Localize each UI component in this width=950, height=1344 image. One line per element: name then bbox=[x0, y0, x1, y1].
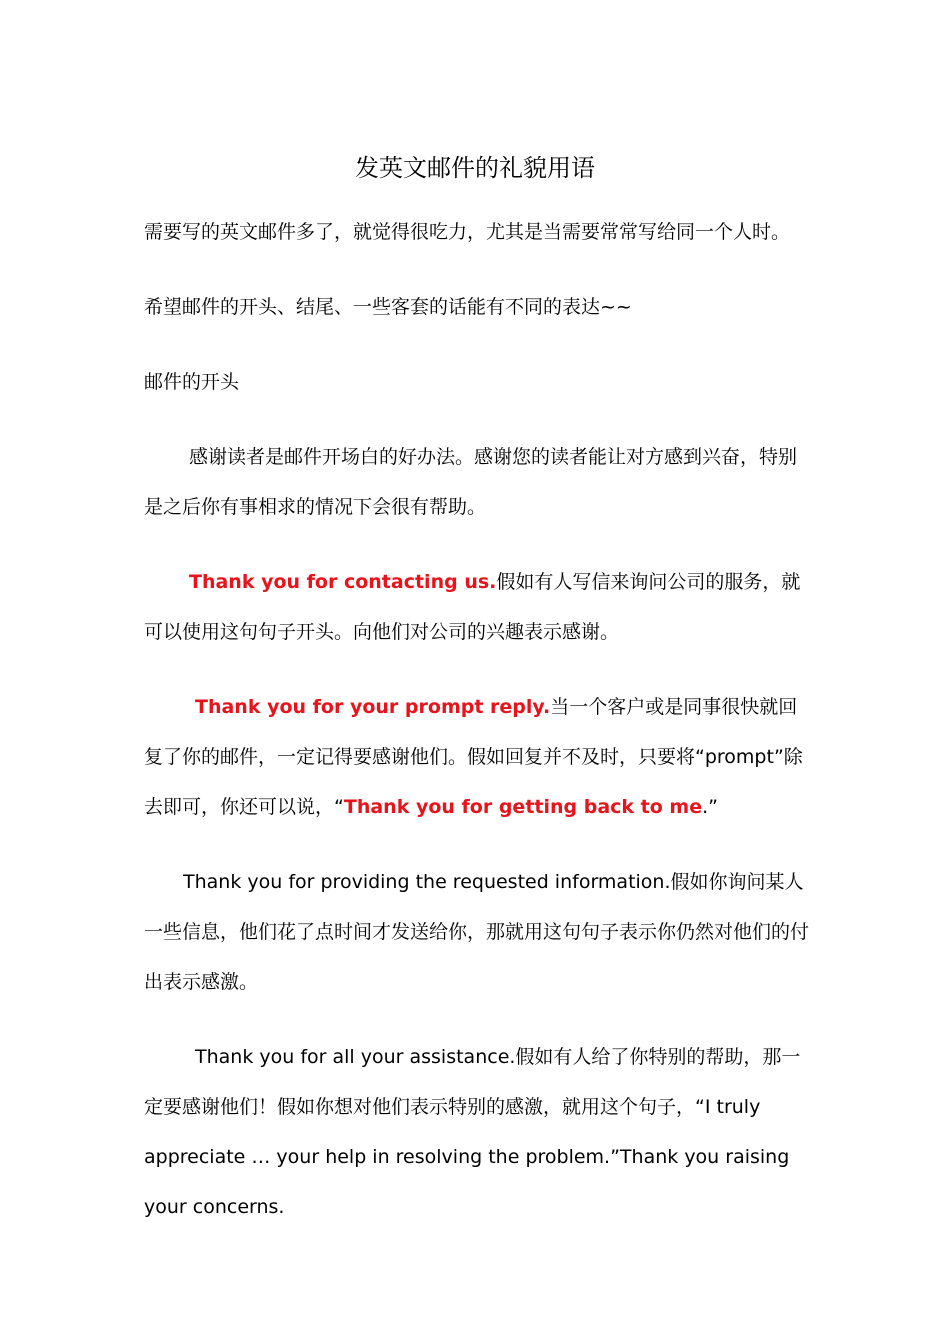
intro-line-1: 需要写的英文邮件多了，就觉得很吃力，尤其是当需要常常写给同一个人时。 bbox=[144, 221, 791, 243]
paragraph-assistance: Thank you for all your assistance.假如有人给了你特别的帮助，那一定要感谢他们！假如你想对他们表示特别的感激，就用这个句子，“I truly appreciate … your help in resolving the problem.”Thank you raising your concerns. bbox=[144, 1046, 801, 1218]
paragraph-prompt-reply-text: 当一个客户或是同事很快就回复了你的邮件，一定记得要感谢他们。假如回复并不及时，只要将“prompt”除去即可，你还可以说，“ bbox=[144, 696, 803, 818]
paragraph-thanking-readers: 感谢读者是邮件开场白的好办法。感谢您的读者能让对方感到兴奋，特别是之后你有事相求的情况下会很有帮助。 bbox=[144, 446, 798, 518]
paragraph-prompt-reply bbox=[144, 682, 814, 832]
document-body bbox=[144, 207, 814, 1257]
section-heading: 邮件的开头 bbox=[144, 371, 240, 393]
intro-line-2: 希望邮件的开头、结尾、一些客套的话能有不同的表达~~ bbox=[144, 296, 632, 318]
paragraph-contacting-us bbox=[144, 557, 814, 657]
highlight-phrase-getting-back: Thank you for getting back to me bbox=[343, 796, 703, 818]
paragraph-prompt-reply-tail: .” bbox=[702, 796, 718, 818]
highlight-phrase-prompt-reply: Thank you for your prompt reply. bbox=[195, 696, 551, 718]
document-title: 发英文邮件的礼貌用语 bbox=[355, 154, 595, 182]
paragraph-contacting-us-text: 假如有人写信来询问公司的服务，就可以使用这句句子开头。向他们对公司的兴趣表示感谢。 bbox=[144, 571, 801, 643]
highlight-phrase-contacting-us: Thank you for contacting us. bbox=[189, 571, 497, 593]
paragraph-requested-information: Thank you for providing the requested information.假如你询问某人一些信息，他们花了点时间才发送给你，那就用这句句子表示你仍然对他们的付出表示感激。 bbox=[144, 871, 810, 993]
